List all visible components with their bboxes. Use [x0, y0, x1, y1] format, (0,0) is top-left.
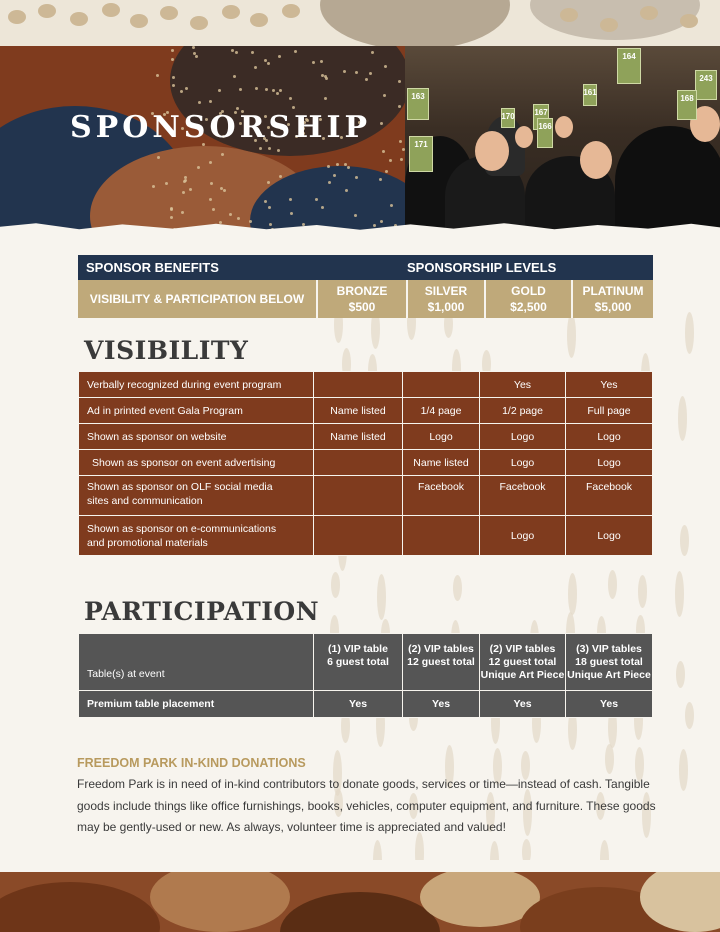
- cell-line: (1) VIP table: [328, 642, 388, 655]
- art-speckle: [398, 105, 401, 108]
- cell-line: 12 guest total: [488, 655, 557, 668]
- bronze-cell: Name listed: [314, 424, 403, 450]
- art-speckle: [239, 88, 242, 91]
- art-speckle: [171, 49, 174, 52]
- bronze-cell: Yes: [314, 691, 403, 718]
- art-speckle: [380, 122, 383, 125]
- decorative-dot: [130, 14, 148, 28]
- art-speckle: [389, 159, 392, 162]
- art-speckle: [152, 185, 155, 188]
- benefit-label: Shown as sponsor on website: [79, 424, 314, 450]
- art-speckle: [328, 181, 331, 184]
- benefit-label: Ad in printed event Gala Program: [79, 398, 314, 424]
- art-speckle: [219, 221, 222, 224]
- art-speckle: [267, 181, 270, 184]
- table-row: [79, 372, 653, 398]
- art-speckle: [398, 80, 401, 83]
- bronze-cell: [314, 634, 403, 691]
- brush-stroke: [568, 573, 577, 615]
- art-speckle: [172, 84, 175, 87]
- sponsorship-levels-table: [78, 255, 653, 318]
- decorative-dot: [680, 14, 698, 28]
- bronze-cell: [314, 476, 403, 516]
- art-speckle: [156, 74, 159, 77]
- cell-line: Unique Art Piece: [480, 668, 565, 681]
- visibility-participation-label: VISIBILITY & PARTICIPATION BELOW: [78, 280, 317, 318]
- levels-header-row: [78, 255, 653, 280]
- benefit-label-line: sites and communication: [87, 495, 203, 507]
- art-speckle: [264, 200, 267, 203]
- photo-face: [515, 126, 533, 148]
- sponsorship-levels-header: SPONSORSHIP LEVELS: [317, 255, 653, 280]
- art-speckle: [181, 211, 184, 214]
- benefit-label: [79, 516, 314, 556]
- art-speckle: [292, 106, 295, 109]
- art-speckle: [354, 214, 357, 217]
- silver-cell: [403, 634, 480, 691]
- gold-cell: Yes: [480, 372, 566, 398]
- table-row: [79, 691, 653, 718]
- brush-stroke: [679, 749, 688, 791]
- level-price: $500: [348, 300, 376, 314]
- brush-stroke: [608, 570, 617, 599]
- decorative-dot: [38, 4, 56, 18]
- table-row: [79, 476, 653, 516]
- decorative-dot: [600, 18, 618, 32]
- benefit-label: [79, 476, 314, 516]
- art-speckle: [265, 88, 268, 91]
- art-speckle: [384, 65, 387, 68]
- art-speckle: [380, 220, 383, 223]
- brush-stroke: [377, 574, 386, 620]
- page-title: SPONSORSHIP: [70, 110, 372, 145]
- art-speckle: [321, 206, 324, 209]
- gala-photo: [405, 46, 720, 230]
- bid-paddle: 243: [695, 70, 717, 100]
- art-speckle: [327, 165, 330, 168]
- table-row: [79, 450, 653, 476]
- silver-cell: [403, 516, 480, 556]
- level-price: $5,000: [594, 300, 632, 314]
- art-speckle: [268, 147, 271, 150]
- level-price: $2,500: [510, 300, 547, 314]
- art-speckle: [209, 198, 212, 201]
- brush-stroke: [522, 839, 531, 860]
- bronze-cell: [314, 516, 403, 556]
- brush-stroke: [676, 661, 685, 688]
- art-speckle: [279, 89, 282, 92]
- art-speckle: [390, 204, 393, 207]
- bid-paddle: 164: [617, 48, 641, 84]
- decorative-dot: [70, 12, 88, 26]
- decorative-dot: [282, 4, 300, 18]
- art-speckle: [345, 189, 348, 192]
- art-speckle: [197, 166, 200, 169]
- level-name: GOLD: [511, 284, 546, 298]
- benefit-label-line: and promotional materials: [87, 536, 208, 549]
- platinum-cell: Logo: [566, 450, 653, 476]
- platinum-cell: Yes: [566, 372, 653, 398]
- gold-cell: Yes: [480, 691, 566, 718]
- art-speckle: [373, 224, 376, 227]
- art-speckle: [220, 187, 223, 190]
- decorative-blob: [0, 882, 160, 932]
- table-row: [79, 634, 653, 691]
- cell-line: Unique Art Piece: [567, 668, 651, 681]
- art-speckle: [312, 61, 315, 64]
- gold-cell: Logo: [480, 450, 566, 476]
- platinum-cell: Logo: [566, 424, 653, 450]
- art-speckle: [249, 220, 252, 223]
- inkind-heading: FREEDOM PARK IN-KIND DONATIONS: [77, 756, 306, 770]
- bid-paddle: 170: [501, 108, 515, 128]
- art-speckle: [254, 66, 257, 69]
- art-speckle: [165, 182, 168, 185]
- brush-stroke: [675, 571, 684, 617]
- top-decorative-strip: [0, 0, 720, 48]
- art-speckle: [212, 208, 215, 211]
- table-row: [79, 424, 653, 450]
- art-speckle: [272, 89, 275, 92]
- art-speckle: [325, 77, 328, 80]
- art-speckle: [231, 49, 234, 52]
- cell-spacer: [403, 669, 479, 682]
- decorative-dot: [190, 16, 208, 30]
- bronze-cell: Name listed: [314, 398, 403, 424]
- art-speckle: [221, 153, 224, 156]
- art-speckle: [185, 87, 188, 90]
- art-speckle: [315, 198, 318, 201]
- cell-line: (2) VIP tables: [408, 642, 474, 655]
- art-speckle: [324, 97, 327, 100]
- art-speckle: [182, 191, 185, 194]
- art-speckle: [269, 223, 272, 226]
- art-speckle: [369, 72, 372, 75]
- cell-line: 18 guest total: [575, 655, 643, 668]
- decorative-dot: [8, 10, 26, 24]
- brush-stroke-background: [330, 260, 720, 860]
- cell-spacer: [314, 669, 402, 682]
- brush-stroke: [605, 744, 614, 774]
- decorative-dot: [102, 3, 120, 17]
- art-speckle: [336, 163, 339, 166]
- art-speckle: [157, 156, 160, 159]
- header-banner: [0, 46, 720, 230]
- bronze-cell: [314, 450, 403, 476]
- art-speckle: [171, 58, 174, 61]
- gold-cell: [480, 634, 566, 691]
- brush-stroke: [600, 840, 609, 860]
- bid-paddle: 166: [537, 118, 553, 148]
- brush-stroke: [567, 313, 576, 358]
- brush-stroke: [331, 572, 340, 598]
- art-speckle: [170, 216, 173, 219]
- level-bronze: [317, 280, 407, 318]
- silver-cell: Logo: [403, 424, 480, 450]
- art-speckle: [320, 60, 323, 63]
- art-speckle: [193, 52, 196, 55]
- brush-stroke: [685, 702, 694, 729]
- gold-cell: Logo: [480, 516, 566, 556]
- art-speckle: [180, 90, 183, 93]
- photo-face: [555, 116, 573, 138]
- art-speckle: [279, 175, 282, 178]
- cell-line: (3) VIP tables: [576, 642, 642, 655]
- table-row: [79, 398, 653, 424]
- silver-cell: Name listed: [403, 450, 480, 476]
- brush-stroke: [453, 575, 462, 601]
- photo-face: [475, 131, 509, 171]
- art-speckle: [344, 163, 347, 166]
- platinum-cell: Facebook: [566, 476, 653, 516]
- brush-stroke: [638, 575, 647, 608]
- brush-stroke: [373, 840, 382, 860]
- art-speckle: [209, 100, 212, 103]
- platinum-cell: Yes: [566, 691, 653, 718]
- decorative-dot: [640, 6, 658, 20]
- art-speckle: [198, 101, 201, 104]
- benefit-label: Premium table placement: [79, 691, 314, 718]
- art-speckle: [321, 74, 324, 77]
- art-speckle: [255, 87, 258, 90]
- art-speckle: [189, 188, 192, 191]
- art-speckle: [289, 198, 292, 201]
- decorative-dot: [560, 8, 578, 22]
- art-speckle: [277, 149, 280, 152]
- platinum-cell: Logo: [566, 516, 653, 556]
- art-speckle: [399, 140, 402, 143]
- decorative-dot: [160, 6, 178, 20]
- silver-cell: Facebook: [403, 476, 480, 516]
- benefit-label-line: Shown as sponsor on OLF social media: [87, 481, 273, 493]
- level-price: $1,000: [427, 300, 465, 314]
- art-speckle: [195, 55, 198, 58]
- art-speckle: [382, 150, 385, 153]
- art-speckle: [383, 94, 386, 97]
- art-speckle: [276, 92, 279, 95]
- benefit-label-line: Shown as sponsor on e-communications: [87, 522, 277, 535]
- art-speckle: [343, 70, 346, 73]
- decorative-dot: [250, 13, 268, 27]
- platinum-cell: Full page: [566, 398, 653, 424]
- art-speckle: [210, 182, 213, 185]
- participation-table: [78, 633, 653, 718]
- art-speckle: [209, 161, 212, 164]
- bid-paddle: 161: [583, 84, 597, 106]
- art-speckle: [267, 62, 270, 65]
- art-speckle: [290, 212, 293, 215]
- art-speckle: [385, 170, 388, 173]
- bid-paddle: 163: [407, 88, 429, 120]
- silver-cell: 1/4 page: [403, 398, 480, 424]
- art-speckle: [278, 55, 281, 58]
- gold-cell: Logo: [480, 424, 566, 450]
- levels-sub-row: [78, 280, 653, 318]
- art-speckle: [400, 158, 403, 161]
- level-name: BRONZE: [336, 284, 388, 298]
- participation-heading: PARTICIPATION: [84, 597, 320, 626]
- bottom-decorative-band: [0, 872, 720, 932]
- art-speckle: [289, 97, 292, 100]
- brush-stroke: [490, 841, 499, 860]
- cell-line: 6 guest total: [327, 655, 389, 668]
- art-speckle: [192, 46, 195, 49]
- art-speckle: [294, 50, 297, 53]
- gold-cell: 1/2 page: [480, 398, 566, 424]
- art-speckle: [268, 206, 271, 209]
- art-speckle: [223, 189, 226, 192]
- benefit-label: Table(s) at event: [79, 634, 314, 691]
- level-name: SILVER: [424, 284, 468, 298]
- decorative-blob: [320, 0, 510, 48]
- level-platinum: [572, 280, 653, 318]
- art-speckle: [251, 51, 254, 54]
- art-speckle: [347, 166, 350, 169]
- decorative-blob: [280, 892, 440, 932]
- decorative-blob: [150, 872, 290, 932]
- decorative-dot: [222, 5, 240, 19]
- art-speckle: [218, 89, 221, 92]
- bid-paddle: 171: [409, 136, 433, 172]
- art-speckle: [170, 208, 173, 211]
- art-speckle: [184, 176, 187, 179]
- platinum-cell: [566, 634, 653, 691]
- art-speckle: [172, 76, 175, 79]
- benefit-label: Verbally recognized during event program: [79, 372, 314, 398]
- table-row: [79, 516, 653, 556]
- art-speckle: [355, 176, 358, 179]
- art-speckle: [229, 213, 232, 216]
- cell-line: 12 guest total: [407, 655, 475, 668]
- cell-line: (2) VIP tables: [489, 642, 556, 655]
- brush-stroke: [680, 525, 689, 556]
- art-speckle: [371, 51, 374, 54]
- bid-paddle: 168: [677, 90, 697, 120]
- silver-cell: [403, 372, 480, 398]
- art-speckle: [259, 147, 262, 150]
- benefit-label: Shown as sponsor on event advertising: [79, 450, 314, 476]
- bid-paddle: 167: [533, 104, 549, 130]
- art-speckle: [379, 178, 382, 181]
- level-gold: [485, 280, 572, 318]
- art-speckle: [333, 174, 336, 177]
- art-speckle: [302, 223, 305, 226]
- visibility-table: [78, 371, 653, 556]
- art-speckle: [237, 217, 240, 220]
- photo-face: [580, 141, 612, 179]
- inkind-paragraph: Freedom Park is in need of in-kind contributors to donate goods, services or time—instead of cash. Tangible goods include things like office furnishings, books, vehicles, computer equipment, and furniture. These goods may be gently-used or new. As always, volunteer time is appreciated and valued!: [77, 777, 656, 834]
- bronze-cell: [314, 372, 403, 398]
- visibility-heading: VISIBILITY: [84, 336, 249, 365]
- level-name: PLATINUM: [582, 284, 644, 298]
- silver-cell: Yes: [403, 691, 480, 718]
- brush-stroke: [678, 396, 687, 441]
- art-speckle: [365, 78, 368, 81]
- brush-stroke: [685, 312, 694, 354]
- art-speckle: [235, 51, 238, 54]
- gold-cell: Facebook: [480, 476, 566, 516]
- art-speckle: [184, 179, 187, 182]
- art-speckle: [264, 59, 267, 62]
- art-speckle: [355, 71, 358, 74]
- art-speckle: [233, 75, 236, 78]
- level-silver: [407, 280, 485, 318]
- sponsor-benefits-header: SPONSOR BENEFITS: [78, 255, 317, 280]
